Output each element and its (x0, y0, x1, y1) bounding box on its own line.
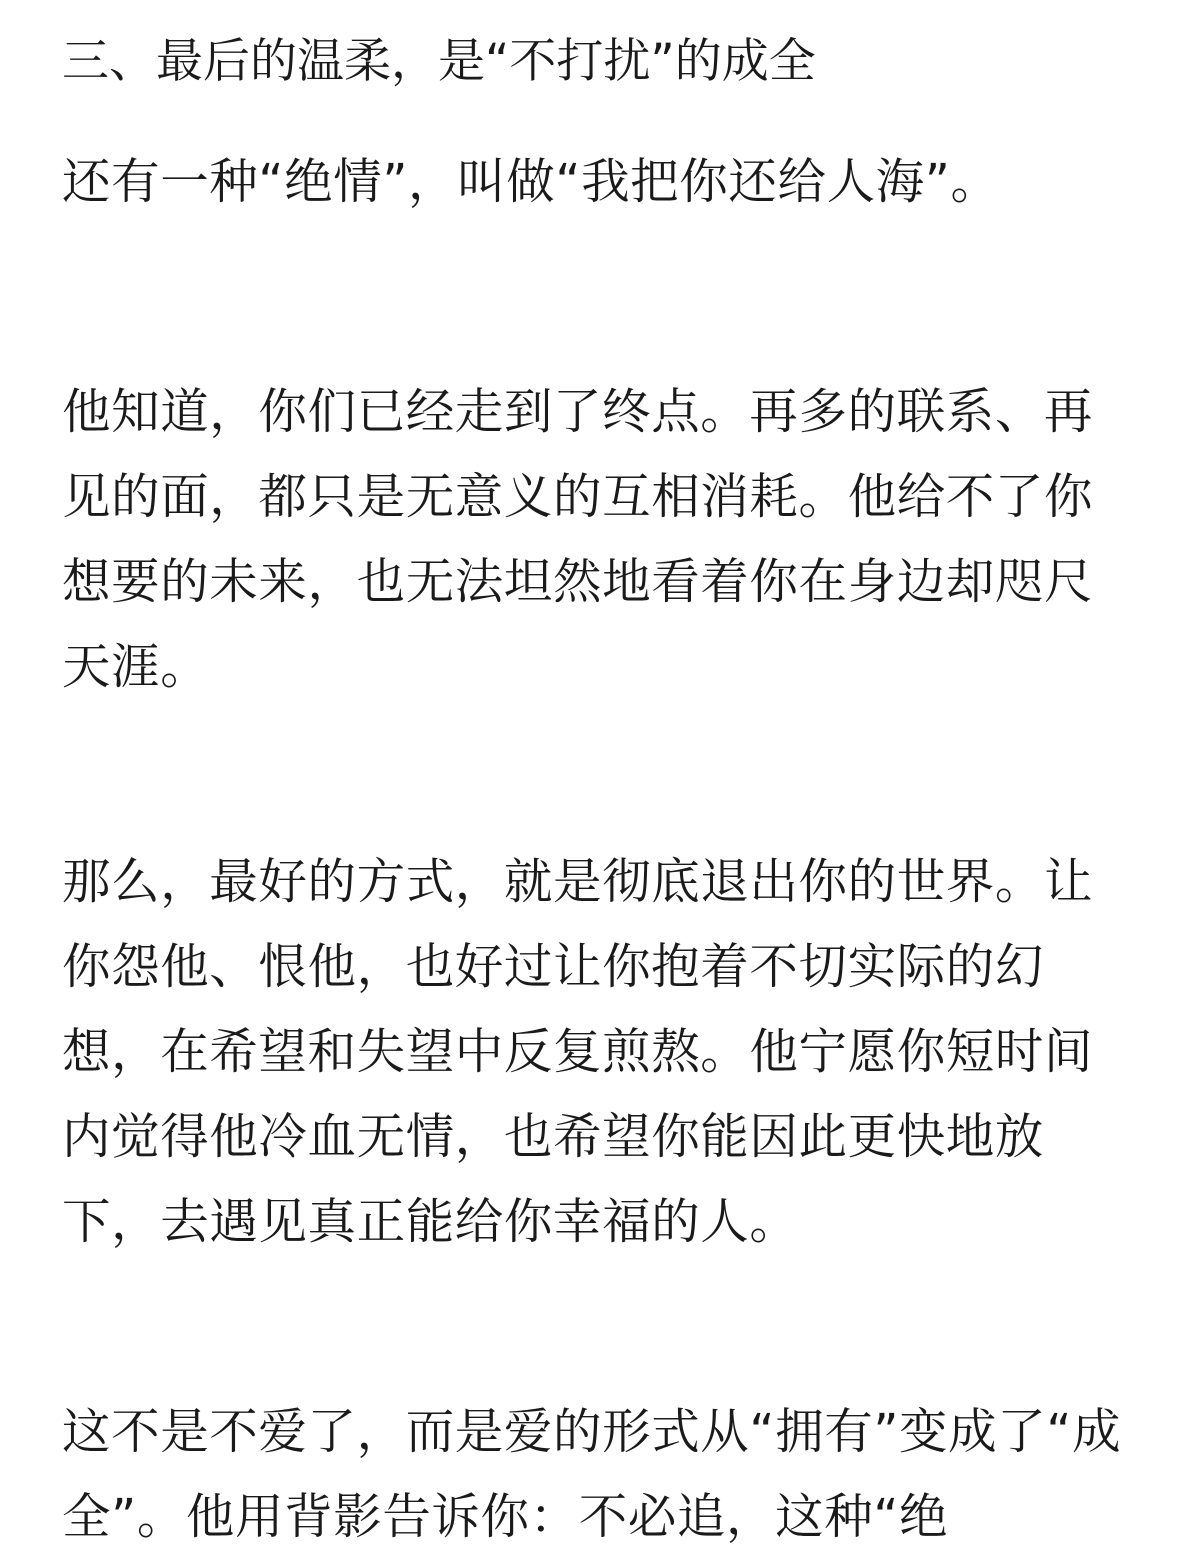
section-heading: 三、最后的温柔，是“不打扰”的成全 (62, 34, 816, 89)
paragraph: 还有一种“绝情”，叫做“我把你还给人海”。 (62, 154, 1000, 210)
paragraph: 那么，最好的方式，就是彻底退出你的世界。让你怨他、恨他，也好过让你抱着不切实际的幻想，在希望和失望中反复煎熬。他宁愿你短时间内觉得他冷血无情，也希望你能因此更快地放下，去遇见真正能给你幸福的人。 (62, 854, 1094, 1250)
paragraph: 这不是不爱了，而是爱的形式从“拥有”变成了“成全”。他用背影告诉你：不必追，这种“绝 (62, 1404, 1122, 1545)
paragraph: 他知道，你们已经走到了终点。再多的联系、再见的面，都只是无意义的互相消耗。他给不了你想要的未来，也无法坦然地看着你在身边却咫尺天涯。 (62, 384, 1094, 695)
